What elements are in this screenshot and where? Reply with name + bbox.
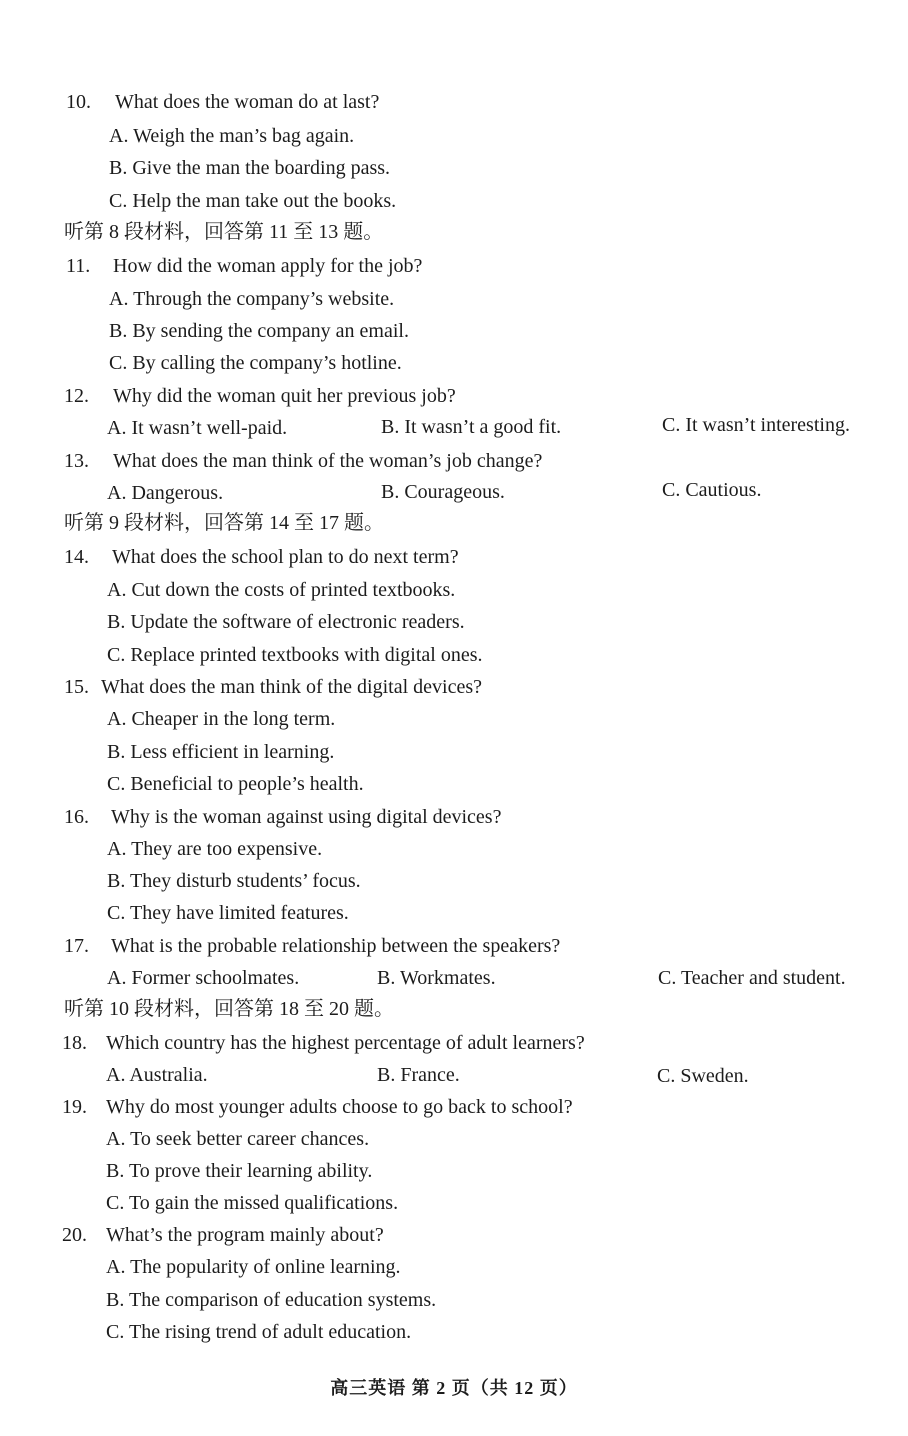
option: B. The comparison of education systems. — [106, 1289, 437, 1311]
option: C. They have limited features. — [107, 902, 349, 924]
question-number: 15. — [64, 676, 89, 698]
option: A. Former schoolmates. — [107, 967, 300, 989]
option: B. By sending the company an email. — [109, 320, 409, 342]
option: C. Replace printed textbooks with digital ones. — [107, 644, 483, 666]
question-text: What is the probable relationship between the speakers? — [111, 935, 561, 957]
option: C. Teacher and student. — [658, 967, 846, 989]
question-number: 11. — [66, 255, 91, 277]
question-text: Why is the woman against using digital devices? — [111, 806, 502, 828]
option: B. It wasn’t a good fit. — [381, 416, 562, 438]
question-number: 10. — [66, 91, 91, 113]
question-number: 13. — [64, 450, 89, 472]
question-text: Why do most younger adults choose to go back to school? — [106, 1096, 573, 1118]
section-instruction-8: 听第 8 段材料，回答第 11 至 13 题。 — [64, 221, 384, 243]
question-number: 16. — [64, 806, 89, 828]
option: B. Workmates. — [377, 967, 496, 989]
option: B. Update the software of electronic readers. — [107, 611, 465, 633]
question-text: What’s the program mainly about? — [106, 1224, 384, 1246]
section-instruction-9: 听第 9 段材料，回答第 14 至 17 题。 — [64, 512, 384, 534]
option: C. The rising trend of adult education. — [106, 1321, 412, 1343]
option: B. Courageous. — [381, 481, 505, 503]
option: A. Australia. — [106, 1064, 208, 1086]
question-text: Which country has the highest percentage of adult learners? — [106, 1032, 585, 1054]
option: A. Dangerous. — [107, 482, 224, 504]
question-text: What does the man think of the woman’s job change? — [113, 450, 543, 472]
option: B. They disturb students’ focus. — [107, 870, 361, 892]
option: A. Cut down the costs of printed textbooks. — [107, 579, 456, 601]
option: A. It wasn’t well-paid. — [107, 417, 288, 439]
option: C. Cautious. — [662, 479, 762, 501]
question-text: What does the man think of the digital devices? — [101, 676, 482, 698]
option: B. Less efficient in learning. — [107, 741, 335, 763]
question-number: 12. — [64, 385, 89, 407]
option: B. France. — [377, 1064, 460, 1086]
option: A. Weigh the man’s bag again. — [109, 125, 355, 147]
option: C. Beneficial to people’s health. — [107, 773, 364, 795]
question-text: How did the woman apply for the job? — [113, 255, 423, 277]
question-number: 18. — [62, 1032, 87, 1054]
question-text: Why did the woman quit her previous job? — [113, 385, 456, 407]
question-text: What does the woman do at last? — [115, 91, 380, 113]
question-number: 14. — [64, 546, 89, 568]
option: C. It wasn’t interesting. — [662, 414, 850, 436]
option: B. To prove their learning ability. — [106, 1160, 373, 1182]
option: C. Sweden. — [657, 1065, 749, 1087]
option: A. Through the company’s website. — [109, 288, 395, 310]
question-number: 19. — [62, 1096, 87, 1118]
option: C. Help the man take out the books. — [109, 190, 397, 212]
option: C. By calling the company’s hotline. — [109, 352, 402, 374]
option: A. They are too expensive. — [107, 838, 323, 860]
page-footer: 高三英语 第 2 页（共 12 页） — [330, 1378, 578, 1398]
option: A. To seek better career chances. — [106, 1128, 370, 1150]
option: C. To gain the missed qualifications. — [106, 1192, 399, 1214]
option: A. Cheaper in the long term. — [107, 708, 336, 730]
question-number: 17. — [64, 935, 89, 957]
option: B. Give the man the boarding pass. — [109, 157, 391, 179]
question-number: 20. — [62, 1224, 87, 1246]
option: A. The popularity of online learning. — [106, 1256, 401, 1278]
section-instruction-10: 听第 10 段材料，回答第 18 至 20 题。 — [64, 998, 394, 1020]
question-text: What does the school plan to do next term? — [112, 546, 459, 568]
